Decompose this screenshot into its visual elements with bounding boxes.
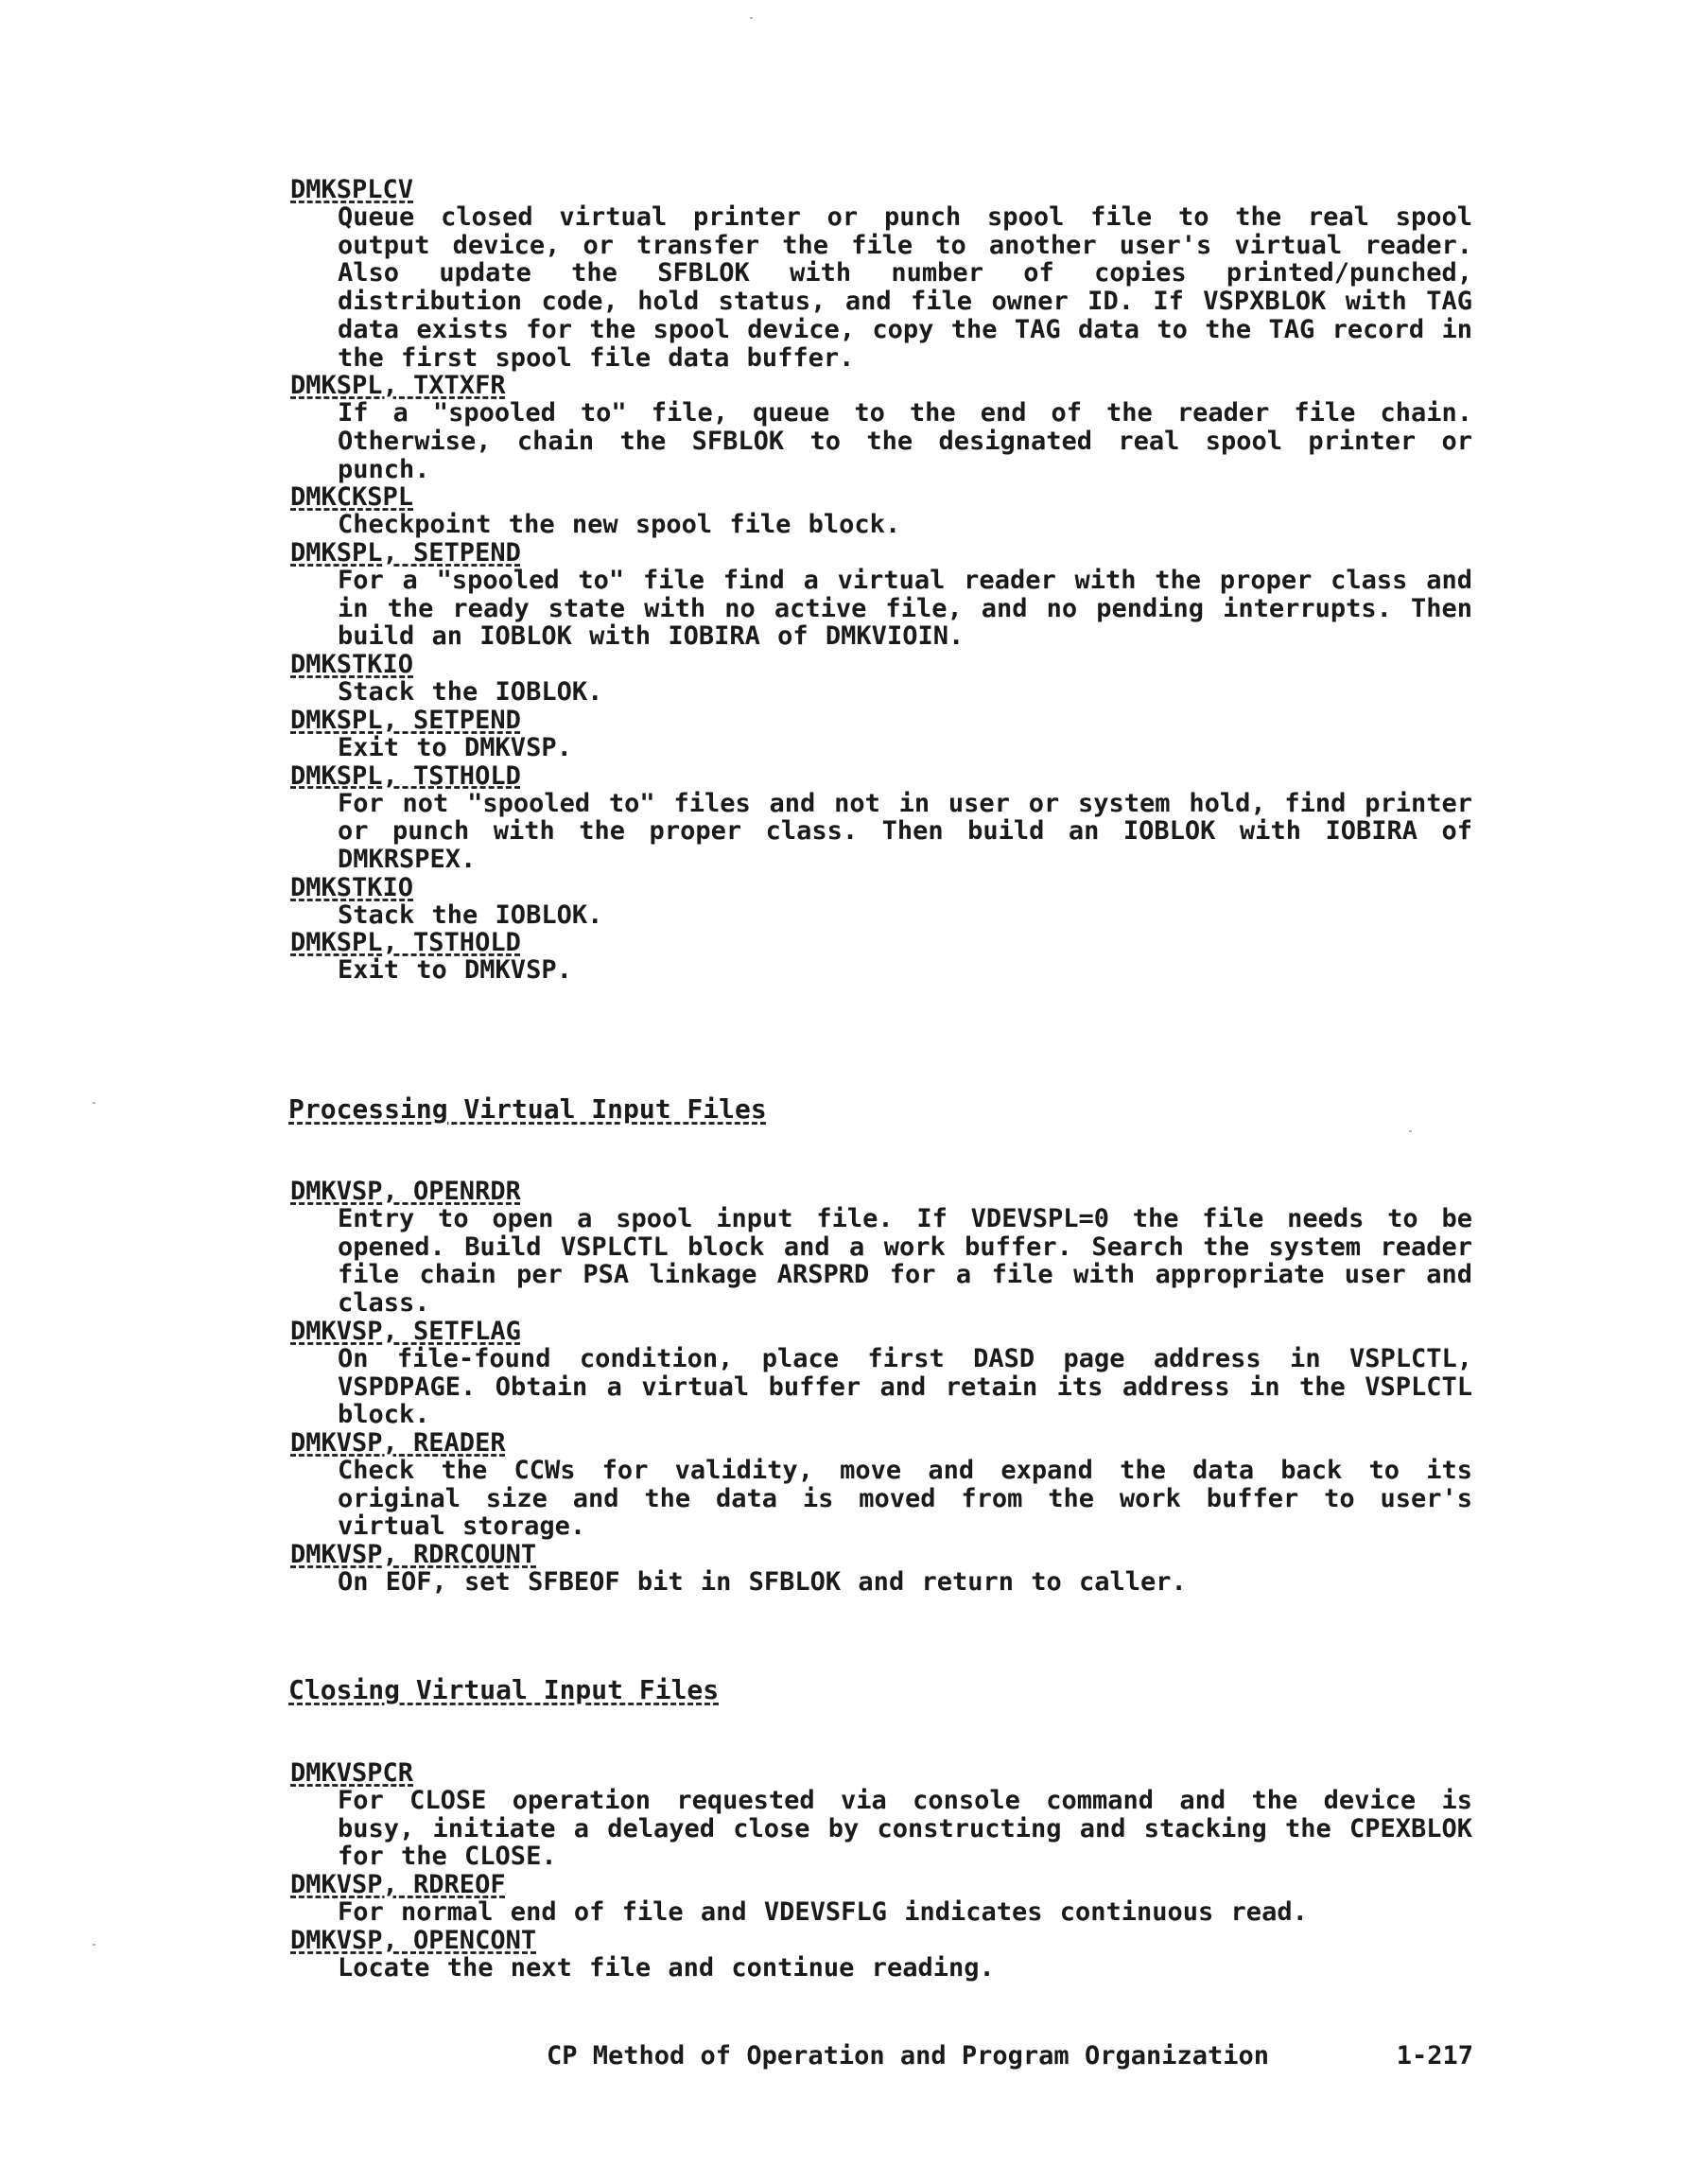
entry-label: DMKSPL, SETPEND [290,705,521,735]
entry-label: DMKVSP, SETFLAG [290,1316,521,1346]
scan-speck [93,1944,96,1946]
scan-speck [750,17,753,19]
entry-dmkspl-txtxfr [290,372,1472,483]
entry-label: DMKSPL, TXTXFR [290,371,506,401]
section-heading-processing: Processing Virtual Input Files [288,1093,767,1125]
entry-dmkvsp-opencont [290,1927,1472,1983]
entry-dmkvsp-reader [290,1429,1472,1541]
section-processing-virtual-input [290,1178,1472,1597]
entry-dmkvsp-rdrcount [290,1541,1472,1597]
entry-label: DMKSPLCV [290,175,414,204]
scan-speck [1409,1130,1412,1132]
section-heading-closing: Closing Virtual Input Files [288,1674,720,1705]
entry-dmkspl-tsthold-exit [290,929,1472,985]
entry-label: DMKSPL, SETPEND [290,538,521,568]
entry-description: On EOF, set SFBEOF bit in SFBLOK and return to caller. [338,1567,1187,1598]
entry-label: DMKVSP, READER [290,1427,506,1458]
entry-description: Locate the next file and continue reading. [338,1952,995,1983]
entry-description: Stack the IOBLOK. [338,677,603,708]
entry-description: Checkpoint the new spool file block. [338,510,901,540]
entry-dmkstkio-2 [290,874,1472,930]
entry-description: For normal end of file and VDEVSFLG indicates continuous read. [338,1897,1308,1928]
entry-dmkstkio [290,651,1472,707]
entry-description: For CLOSE operation requested via console command and the device is busy, initiate a delayed close by constructing and stacking the CPEXBLOK for the CLOSE. [338,1786,1472,1872]
entry-label: DMKVSPCR [290,1758,414,1788]
entry-dmkvsp-openrdr [290,1178,1472,1318]
entry-description: For a "spooled to" file find a virtual reader with the proper class and in the ready state with no active file, and no pending interrupts. Then build an IOBLOK with IOBIRA of DMKVIOIN. [338,566,1472,652]
entry-dmkvsp-setflag [290,1318,1472,1429]
entry-description: For not "spooled to" files and not in user or system hold, find printer or punch with the proper class. Then build an IOBLOK with IOBIRA of DMKRSPEX. [338,788,1472,874]
section-closing-virtual-input [290,1759,1472,1983]
footer-title: CP Method of Operation and Program Organization [547,2041,1270,2070]
entry-label: DMKCKSPL [290,482,414,513]
section-spool-output [290,176,1472,985]
entry-label: DMKVSP, OPENRDR [290,1177,521,1206]
entry-label: DMKSTKIO [290,650,414,680]
entry-label: DMKVSP, RDREOF [290,1870,506,1900]
page-number: 1-217 [1396,2041,1473,2070]
entry-description: Exit to DMKVSP. [338,955,572,986]
entry-dmkvspcr [290,1759,1472,1871]
entry-dmksplcv [290,176,1472,372]
scan-speck [93,1102,96,1104]
entry-dmkvsp-rdreof [290,1871,1472,1927]
entry-label: DMKVSP, OPENCONT [290,1925,537,1955]
entry-dmkspl-setpend-exit [290,707,1472,762]
entry-description: Entry to open a spool input file. If VDEVSPL=0 the file needs to be opened. Build VSPLCTL block and a work buffer. Search the system reader file chain per PSA linkage ARSPRD for a file with appropriate user and class. [338,1204,1472,1319]
entry-description: Queue closed virtual printer or punch spool file to the real spool output device, or transfer the file to another user's virtual reader. Also update the SFBLOK with number of copies printed/punched, distribution code, hold status, and file owner ID. If VSPXBLOK with TAG data exists for the spool device, copy the TAG data to the TAG record in the first spool file data buffer. [338,202,1472,373]
entry-description: If a "spooled to" file, queue to the end of the reader file chain. Otherwise, chain the SFBLOK to the designated real spool printer or punch. [338,398,1472,484]
entry-dmkspl-tsthold [290,762,1472,874]
entry-dmkckspl [290,483,1472,539]
entry-dmkspl-setpend [290,539,1472,651]
entry-description: Stack the IOBLOK. [338,900,603,930]
entry-description: On file-found condition, place first DASD page address in VSPLCTL, VSPDPAGE. Obtain a virtual buffer and retain its address in the VSPLCTL block. [338,1343,1472,1430]
entry-label: DMKSPL, TSTHOLD [290,928,521,958]
entry-label: DMKSTKIO [290,872,414,902]
entry-label: DMKVSP, RDRCOUNT [290,1540,537,1570]
entry-description: Check the CCWs for validity, move and expand the data back to its original size and the data is moved from the work buffer to user's virtual storage. [338,1455,1472,1542]
entry-label: DMKSPL, TSTHOLD [290,760,521,791]
entry-description: Exit to DMKVSP. [338,732,572,762]
